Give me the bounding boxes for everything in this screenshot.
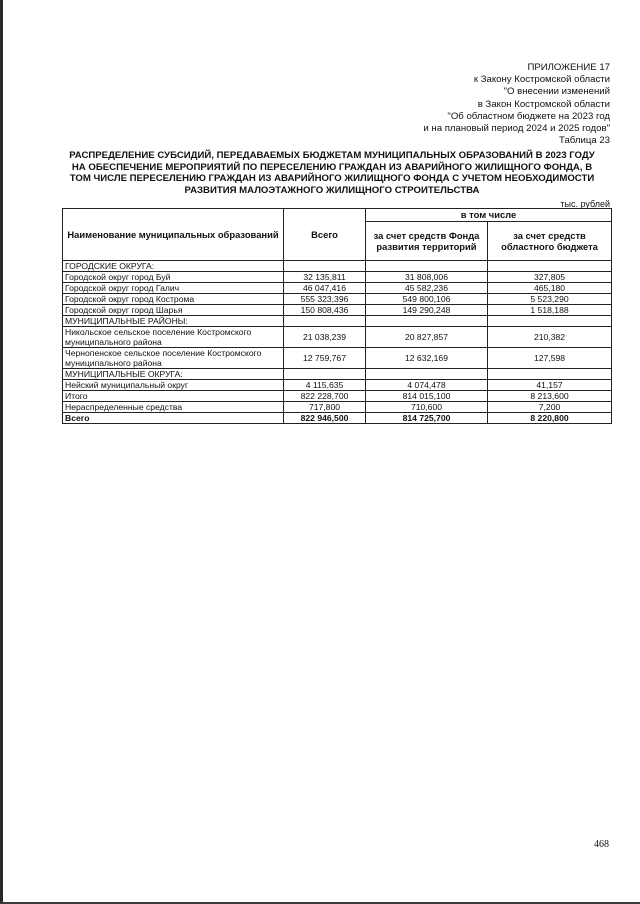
appendix-header	[310, 62, 610, 147]
total-value: 32 135,811	[284, 272, 366, 283]
table-row	[63, 327, 612, 348]
regional-value: 465,180	[488, 283, 612, 294]
grand-total-label: Всего	[63, 413, 284, 424]
regional-value: 127,598	[488, 348, 612, 369]
municipality-name: Городской округ город Галич	[63, 283, 284, 294]
table-number: Таблица 23	[559, 135, 610, 147]
fund-value: 12 632,169	[366, 348, 488, 369]
table-row	[63, 272, 612, 283]
municipality-name: Никольское сельское поселение Костромского муниципального района	[63, 327, 284, 348]
regional-value: 8 213,600	[488, 391, 612, 402]
total-value: 46 047,416	[284, 283, 366, 294]
table-row	[63, 348, 612, 369]
units-label: тыс. рублей	[560, 199, 610, 209]
scan-edge-left	[0, 0, 3, 904]
total-value: 4 115,635	[284, 380, 366, 391]
total-value: 12 759,767	[284, 348, 366, 369]
title-line: НА ОБЕСПЕЧЕНИЕ МЕРОПРИЯТИЙ ПО ПЕРЕСЕЛЕНИЮ ГРАЖДАН ИЗ АВАРИЙНОГО ЖИЛИЩНОГО ФОНДА, В	[71, 161, 593, 173]
fund-value: 31 808,006	[366, 272, 488, 283]
document-title	[62, 150, 602, 196]
title-line: РАСПРЕДЕЛЕНИЕ СУБСИДИЙ, ПЕРЕДАВАЕМЫХ БЮДЖЕТАМ МУНИЦИПАЛЬНЫХ ОБРАЗОВАНИЙ В 2023 ГОДУ	[69, 150, 595, 161]
regional-value: 327,805	[488, 272, 612, 283]
fund-value: 20 827,857	[366, 327, 488, 348]
unallocated-label: Нераспределенные средства	[63, 402, 284, 413]
subtotal-row	[63, 391, 612, 402]
header-line: ПРИЛОЖЕНИЕ 17	[527, 62, 610, 73]
regional-value: 7,200	[488, 402, 612, 413]
title-line: РАЗВИТИЯ МАЛОЭТАЖНОГО ЖИЛИЩНОГО СТРОИТЕЛЬСТВА	[184, 184, 480, 196]
header-line: "О внесении изменений	[503, 86, 610, 98]
municipality-name: Городской округ город Кострома	[63, 294, 284, 305]
total-value: 150 808,436	[284, 305, 366, 316]
subsidy-table	[62, 208, 612, 424]
header-fund: за счет средств Фонда развития территорий	[366, 222, 488, 261]
header-line: к Закону Костромской области	[473, 74, 610, 86]
fund-value: 814 725,700	[366, 413, 488, 424]
fund-value: 4 074,478	[366, 380, 488, 391]
header-line: и на плановый период 2024 и 2025 годов"	[423, 123, 610, 135]
total-value: 555 323,396	[284, 294, 366, 305]
regional-value: 5 523,290	[488, 294, 612, 305]
municipality-name: Городской округ город Буй	[63, 272, 284, 283]
regional-value: 8 220,800	[488, 413, 612, 424]
total-value: 21 038,239	[284, 327, 366, 348]
regional-value: 41,157	[488, 380, 612, 391]
unallocated-row	[63, 402, 612, 413]
fund-value: 710,600	[366, 402, 488, 413]
municipality-name: Нейский муниципальный округ	[63, 380, 284, 391]
grand-total-row	[63, 413, 612, 424]
section-row	[63, 261, 612, 272]
fund-value: 149 290,248	[366, 305, 488, 316]
header-regional: за счет средств областного бюджета	[488, 222, 612, 261]
fund-value: 549 800,106	[366, 294, 488, 305]
header-line: в Закон Костромской области	[477, 98, 610, 110]
title-line: ТОМ ЧИСЛЕ ПЕРЕСЕЛЕНИЮ ГРАЖДАН ИЗ АВАРИЙНОГО ЖИЛИЩНОГО ФОНДА С УЧЕТОМ НЕОБХОДИМОСТИ	[69, 173, 595, 185]
header-including: в том числе	[366, 209, 612, 222]
regional-value: 210,382	[488, 327, 612, 348]
subtotal-label: Итого	[63, 391, 284, 402]
municipality-name: Чернопенское сельское поселение Костромского муниципального района	[63, 348, 284, 369]
section-title: ГОРОДСКИЕ ОКРУГА:	[63, 261, 284, 272]
section-row	[63, 316, 612, 327]
table-row	[63, 283, 612, 294]
total-value: 717,800	[284, 402, 366, 413]
page-number: 468	[594, 839, 609, 850]
total-value: 822 946,500	[284, 413, 366, 424]
regional-value: 1 518,188	[488, 305, 612, 316]
section-title: МУНИЦИПАЛЬНЫЕ ОКРУГА:	[63, 369, 284, 380]
municipality-name: Городской округ город Шарья	[63, 305, 284, 316]
header-name: Наименование муниципальных образований	[63, 209, 284, 261]
section-title: МУНИЦИПАЛЬНЫЕ РАЙОНЫ:	[63, 316, 284, 327]
table-row	[63, 380, 612, 391]
total-value: 822 228,700	[284, 391, 366, 402]
fund-value: 45 582,236	[366, 283, 488, 294]
header-line: "Об областном бюджете на 2023 год	[447, 110, 610, 122]
header-total: Всего	[284, 209, 366, 261]
section-row	[63, 369, 612, 380]
fund-value: 814 015,100	[366, 391, 488, 402]
table-row	[63, 305, 612, 316]
table-row	[63, 294, 612, 305]
